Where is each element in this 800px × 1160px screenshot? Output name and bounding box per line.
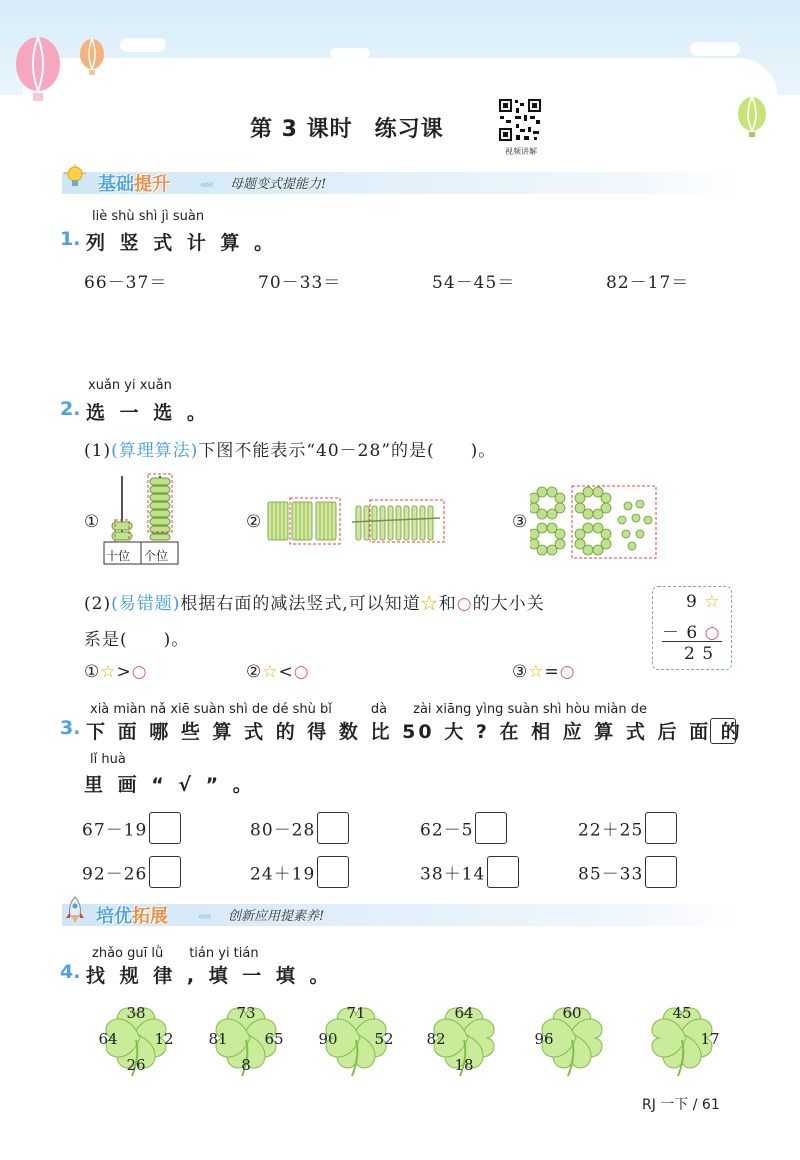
clover: [632, 996, 732, 1080]
subquestion-1: (1)(算理算法)下图不能表示“40－28”的是( )。: [84, 441, 497, 461]
lesson-number: 第 3 课时: [250, 117, 353, 142]
clover: [86, 996, 186, 1080]
question-number: 3.: [60, 717, 81, 739]
vertical-sub: － 6 ○: [662, 623, 721, 643]
q3-item: 22＋25: [578, 812, 677, 844]
clover-number-right: 65: [264, 1030, 284, 1048]
pinyin-line: zhǎo guī lǜ tián yi tián: [92, 946, 259, 961]
clover-number-top: 73: [236, 1004, 256, 1022]
qr-code-icon[interactable]: [498, 98, 542, 142]
cloud: [120, 38, 166, 52]
clover-number-top: 60: [562, 1004, 582, 1022]
clover-number-left: 96: [534, 1030, 554, 1048]
clover: [306, 996, 406, 1080]
clover-number-left: 82: [426, 1030, 446, 1048]
clover-number-right: 52: [374, 1030, 394, 1048]
answer-box[interactable]: [149, 812, 181, 844]
q3-item: 24＋19: [250, 856, 349, 888]
chevron-decor: ‹‹‹‹‹: [198, 910, 210, 923]
cloud: [690, 42, 740, 56]
rocket-icon: [64, 896, 86, 924]
expression: 82－17＝: [606, 273, 690, 293]
pinyin-line: xuǎn yi xuǎn: [88, 378, 172, 393]
expression: 70－33＝: [258, 273, 342, 293]
clover: [522, 996, 622, 1080]
question-text: 选 一 选 。: [86, 402, 210, 424]
answer-box[interactable]: [475, 812, 507, 844]
expression: 66－37＝: [84, 273, 168, 293]
clover-number-left: 90: [318, 1030, 338, 1048]
vertical-result: 2 5: [684, 644, 715, 664]
tens-label: 十位: [106, 549, 131, 563]
clover-number-top: 45: [672, 1004, 692, 1022]
clover-number-bottom: 8: [241, 1056, 251, 1074]
clover-number-bottom: 26: [126, 1056, 146, 1074]
question-text-cont: 里 画 “ √ ” 。: [84, 774, 256, 796]
question-number: 1.: [60, 228, 81, 250]
option-label: ②: [246, 512, 262, 532]
clover-number-right: 12: [154, 1030, 174, 1048]
pinyin-line: liè shù shì jì suàn: [92, 209, 205, 224]
balloon-icon: [734, 96, 774, 140]
subquestion-2-cont: 系是( )。: [84, 630, 190, 650]
choice-b[interactable]: ②☆<○: [246, 662, 310, 682]
page-title: [250, 112, 444, 143]
section-title-basic: 基础提升: [98, 174, 170, 195]
beads-diagram: [530, 484, 660, 560]
balloons-icon: [10, 30, 120, 110]
pinyin-line: xià miàn nǎ xiē suàn shì de dé shù bǐ dà zài xiāng yìng suàn shì hòu miàn de: [90, 702, 648, 717]
answer-box[interactable]: [487, 856, 519, 888]
cloud: [330, 48, 370, 58]
sticks-diagram: [264, 494, 450, 546]
clover-number-bottom: 18: [454, 1056, 474, 1074]
option-label: ①: [84, 512, 100, 532]
lesson-title: 练习课: [374, 117, 444, 142]
q3-item: 80－28: [250, 812, 349, 844]
q3-item: 38＋14: [420, 856, 519, 888]
answer-box[interactable]: [645, 856, 677, 888]
q3-item: 92－26: [82, 856, 181, 888]
page-footer: RJ 一下 / 61: [642, 1097, 720, 1113]
star-icon: ☆: [420, 594, 439, 614]
answer-box[interactable]: [149, 856, 181, 888]
vertical-top: 9 ☆: [686, 592, 721, 612]
section-subtitle: 母题变式提能力!: [230, 177, 327, 192]
answer-box[interactable]: [317, 812, 349, 844]
answer-box[interactable]: [317, 856, 349, 888]
q3-item: 85－33: [578, 856, 677, 888]
answer-box[interactable]: [645, 812, 677, 844]
clover-number-top: 64: [454, 1004, 474, 1022]
option-label: ③: [512, 512, 528, 532]
ones-label: 个位: [144, 549, 169, 563]
question-text: 列 竖 式 计 算 。: [86, 232, 278, 254]
question-number: 4.: [60, 961, 81, 983]
vertical-line: [662, 641, 722, 642]
question-text: 下 面 哪 些 算 式 的 得 数 比 50 大 ? 在 相 应 算 式 后 面 的: [86, 721, 743, 743]
clover: [196, 996, 296, 1080]
clover-number-left: 64: [98, 1030, 118, 1048]
subquestion-2: (2)(易错题)根据右面的减法竖式,可以知道☆和○的大小关: [84, 594, 545, 614]
lightbulb-icon: [64, 164, 86, 192]
answer-box-sample: [710, 718, 736, 744]
expression: 54－45＝: [432, 273, 516, 293]
clover-number-top: 71: [346, 1004, 366, 1022]
clover: [414, 996, 514, 1080]
circle-icon: ○: [456, 594, 473, 614]
qr-label: 视频讲解: [505, 147, 537, 156]
choice-c[interactable]: ③☆=○: [512, 662, 576, 682]
q3-item: 67－19: [82, 812, 181, 844]
choice-a[interactable]: ①☆>○: [84, 662, 148, 682]
clover-number-right: 17: [700, 1030, 720, 1048]
pinyin-line: lǐ huà: [90, 752, 126, 767]
clover-number-left: 81: [208, 1030, 228, 1048]
chevron-decor: ‹‹‹‹‹: [200, 178, 212, 191]
question-number: 2.: [60, 398, 81, 420]
question-text: 找 规 律 , 填 一 填 。: [86, 965, 333, 987]
clover-number-top: 38: [126, 1004, 146, 1022]
q3-item: 62－5: [420, 812, 507, 844]
section-subtitle: 创新应用提素养!: [228, 909, 325, 924]
section-title-advanced: 培优拓展: [96, 906, 168, 927]
